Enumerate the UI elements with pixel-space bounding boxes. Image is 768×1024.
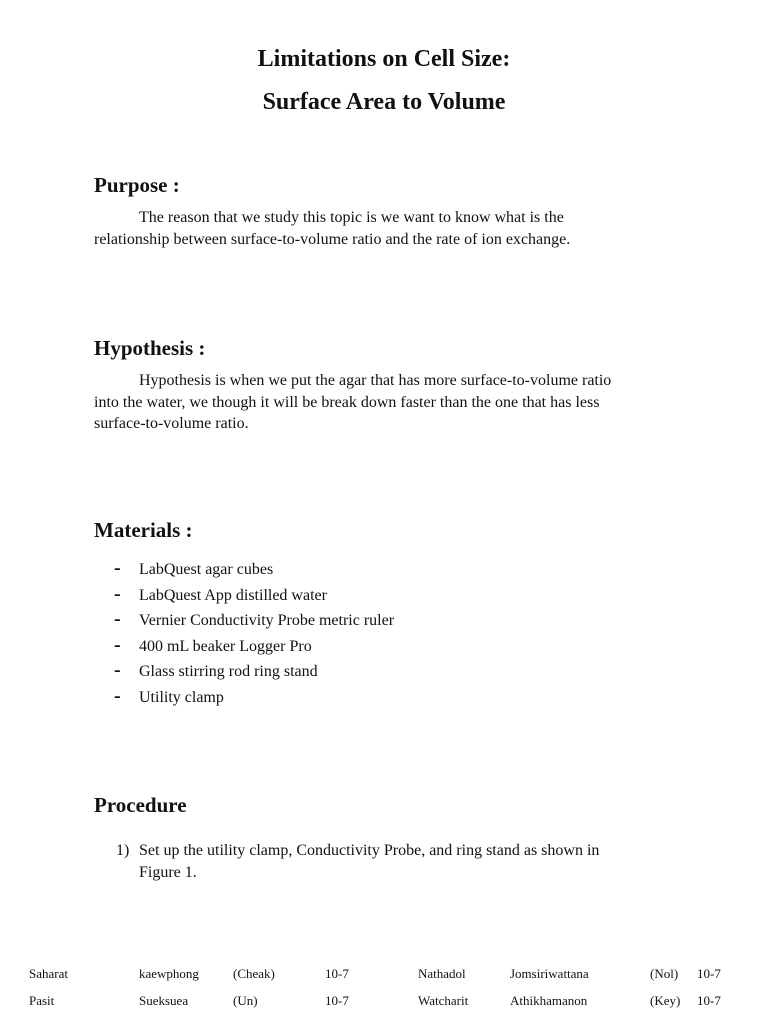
nickname: (Cheak)	[233, 966, 275, 981]
list-item	[112, 633, 394, 662]
nickname: (Key)	[650, 993, 681, 1008]
purpose-line: The reason that we study this topic is we want to know what is the	[139, 209, 564, 226]
purpose-heading: Purpose :	[94, 173, 180, 197]
step-text	[139, 840, 676, 883]
hypothesis-line: into the water, we though it will be break down faster than the one that has less	[94, 393, 600, 411]
materials-heading: Materials :	[94, 518, 193, 542]
first-name: Saharat	[29, 966, 68, 981]
step-line: Set up the utility clamp, Conductivity Probe, and ring stand as shown in	[139, 842, 600, 859]
procedure-step	[116, 840, 676, 883]
material-label: 400 mL beaker Logger Pro	[139, 637, 312, 655]
purpose-paragraph	[94, 207, 694, 250]
document-subtitle: Surface Area to Volume	[262, 89, 506, 115]
list-item	[112, 661, 394, 687]
last-name: Athikhamanon	[510, 993, 588, 1008]
list-item	[112, 582, 394, 611]
purpose-line: relationship between surface-to-volume ratio and the rate of ion exchange.	[94, 230, 571, 248]
materials-list	[112, 559, 394, 713]
dash-bullet-icon: -	[114, 633, 121, 656]
material-label: Utility clamp	[139, 688, 224, 706]
last-name: Jomsiriwattana	[510, 966, 589, 981]
dash-bullet-icon: -	[114, 659, 121, 682]
class-number: 10-7	[697, 993, 721, 1008]
step-number: 1)	[116, 842, 130, 859]
footer-row	[0, 991, 768, 1011]
hypothesis-line: Hypothesis is when we put the agar that has more surface-to-volume ratio	[139, 372, 612, 389]
footer-row	[0, 964, 768, 984]
nickname: (Un)	[233, 993, 258, 1008]
step-line: Figure 1.	[139, 863, 197, 881]
last-name: Sueksuea	[139, 993, 189, 1008]
material-label: LabQuest App distilled water	[139, 586, 327, 604]
list-item	[112, 610, 394, 636]
material-label: Glass stirring rod ring stand	[139, 663, 318, 681]
last-name: kaewphong	[139, 966, 199, 981]
first-name: Watcharit	[418, 993, 469, 1008]
document-title: Limitations on Cell Size:	[257, 46, 511, 72]
procedure-heading: Procedure	[94, 793, 187, 817]
hypothesis-line: surface-to-volume ratio.	[94, 415, 249, 432]
first-name: Nathadol	[418, 966, 466, 981]
material-label: LabQuest agar cubes	[139, 561, 274, 578]
dash-bullet-icon: -	[114, 684, 121, 707]
hypothesis-paragraph	[94, 370, 694, 435]
material-label: Vernier Conductivity Probe metric ruler	[139, 612, 395, 630]
class-number: 10-7	[325, 966, 349, 981]
dash-bullet-icon: -	[114, 608, 121, 631]
class-number: 10-7	[325, 993, 349, 1008]
list-item	[112, 684, 394, 713]
list-item	[112, 559, 394, 585]
class-number: 10-7	[697, 966, 721, 981]
dash-bullet-icon: -	[114, 582, 121, 605]
hypothesis-heading: Hypothesis :	[94, 336, 206, 360]
nickname: (Nol)	[650, 966, 679, 981]
first-name: Pasit	[29, 993, 55, 1008]
dash-bullet-icon: -	[114, 557, 121, 579]
